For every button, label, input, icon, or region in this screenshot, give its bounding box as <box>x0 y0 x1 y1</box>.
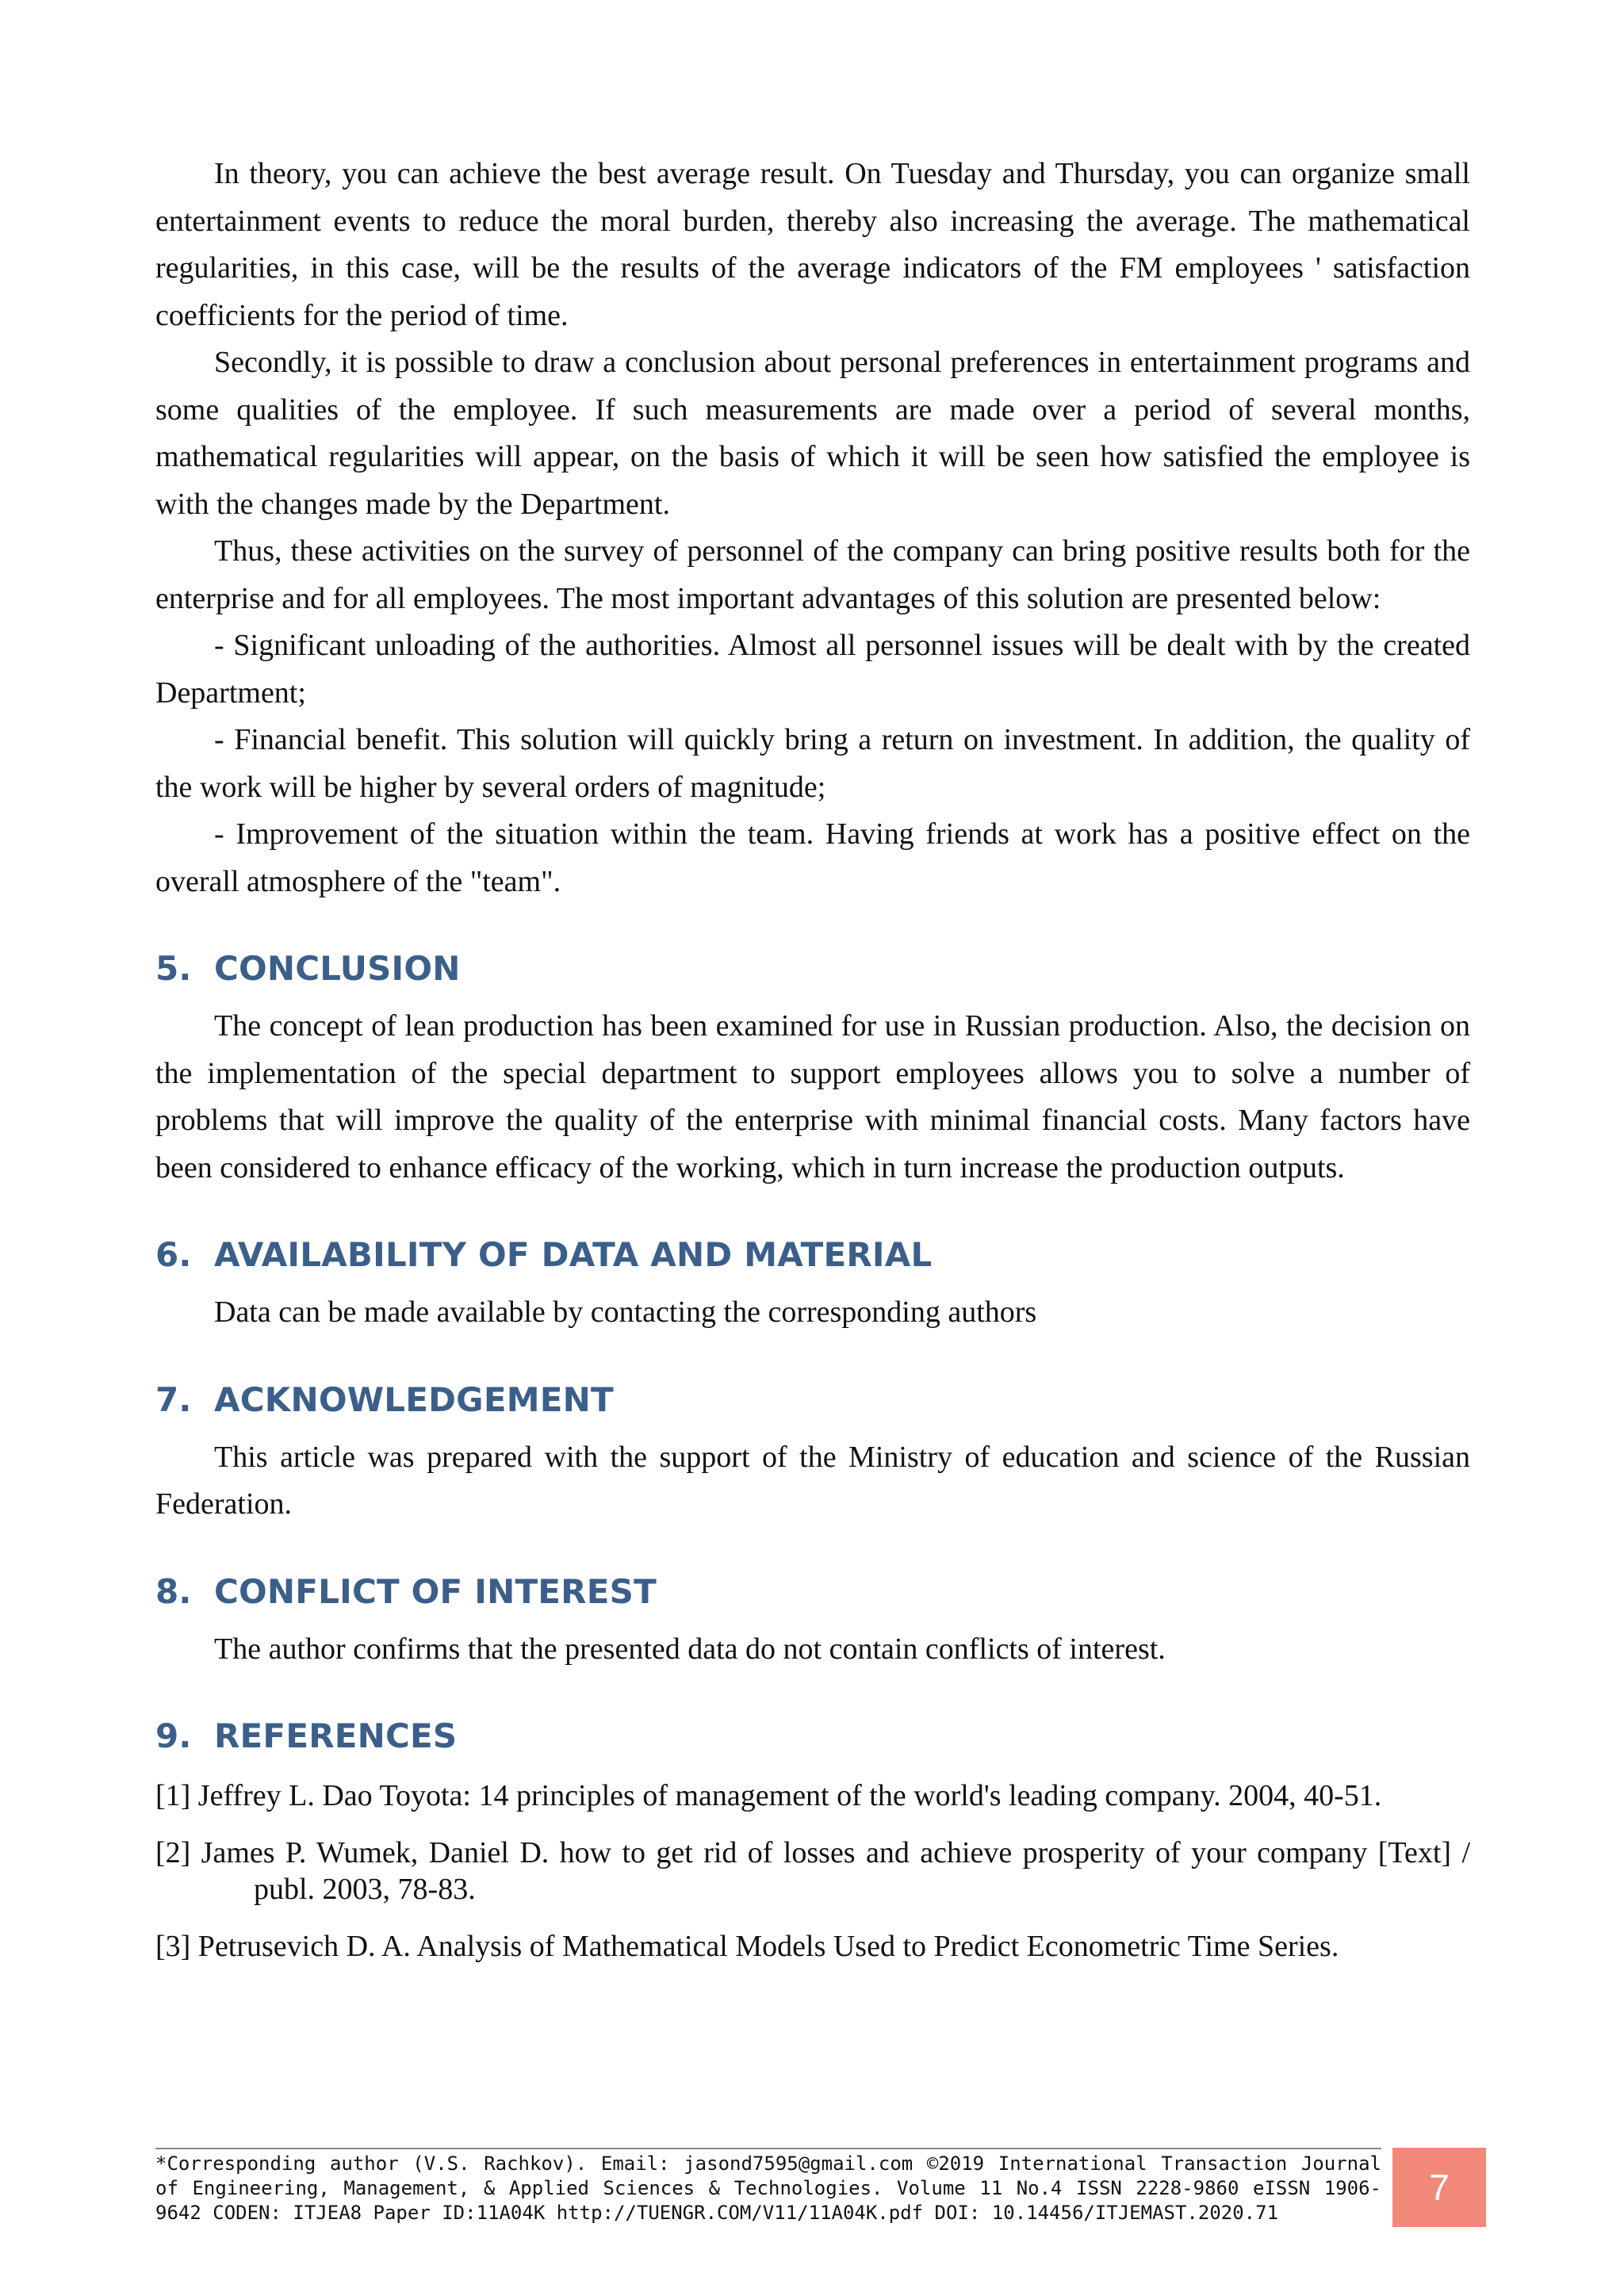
reference-item: [2] James P. Wumek, Daniel D. how to get rid of losses and achieve prosperity of your company [Text] / publ. 2003, 78-83. <box>155 1836 1470 1906</box>
section-heading-conflict <box>155 1568 1470 1616</box>
section-heading-references <box>155 1712 1470 1760</box>
reference-item: [1] Jeffrey L. Dao Toyota: 14 principles of management of the world's leading company. 2004, 40-51. <box>155 1779 1382 1812</box>
section-number: 5. <box>155 949 192 988</box>
section-title: CONFLICT OF INTEREST <box>214 1571 657 1611</box>
body-paragraph: Secondly, it is possible to draw a conclusion about personal preferences in entertainment programs and some qualities of the employee. If such measurements are made over a period of several months, mathematical regularities will appear, on the basis of which it will be seen how satisfied the employee is with the changes made by the Department. <box>155 346 1470 521</box>
section-number: 8. <box>155 1571 192 1611</box>
availability-text: Data can be made available by contacting the corresponding authors <box>214 1295 1037 1329</box>
body-paragraph: In theory, you can achieve the best average result. On Tuesday and Thursday, you can organize small entertainment events to reduce the moral burden, thereby also increasing the average. The mathematical regularities, in this case, will be the results of the average indicators of the FM employees ' satisfaction coefficients for the period of time. <box>155 157 1470 332</box>
section-heading-acknowledgement <box>155 1376 1470 1424</box>
section-title: ACKNOWLEDGEMENT <box>214 1380 614 1419</box>
conclusion-text: The concept of lean production has been examined for use in Russian production. Also, the decision on the implementation of the special department to support employees allows you to solve a number of problems that will improve the quality of the enterprise with minimal financial costs. Many factors have been considered to enhance efficacy of the working, which in turn increase the production outputs. <box>155 1009 1470 1184</box>
advantage-item: - Improvement of the situation within the team. Having friends at work has a positive effect on the overall atmosphere of the "team". <box>155 817 1470 898</box>
section-heading-conclusion <box>155 945 1470 993</box>
conflict-text: The author confirms that the presented data do not contain conflicts of interest. <box>214 1632 1166 1666</box>
page-number-badge: 7 <box>1392 2148 1486 2227</box>
section-title: CONCLUSION <box>214 949 461 988</box>
reference-item: [3] Petrusevich D. A. Analysis of Mathematical Models Used to Predict Econometric Time Series. <box>155 1930 1339 1963</box>
body-paragraph: Thus, these activities on the survey of personnel of the company can bring positive results both for the enterprise and for all employees. The most important advantages of this solution are presented below: <box>155 534 1470 615</box>
section-heading-availability <box>155 1231 1470 1279</box>
advantage-item: - Significant unloading of the authorities. Almost all personnel issues will be dealt with by the created Department; <box>155 629 1470 710</box>
section-number: 7. <box>155 1380 192 1419</box>
section-number: 9. <box>155 1716 192 1755</box>
section-title: AVAILABILITY OF DATA AND MATERIAL <box>214 1235 933 1274</box>
acknowledgement-text: This article was prepared with the support of the Ministry of education and science of the Russian Federation. <box>155 1440 1470 1521</box>
section-title: REFERENCES <box>214 1716 458 1755</box>
page-content <box>155 151 1470 1965</box>
advantage-item: - Financial benefit. This solution will quickly bring a return on investment. In addition, the quality of the work will be higher by several orders of magnitude; <box>155 723 1470 804</box>
footer-note: *Corresponding author (V.S. Rachkov). Email: jasond7595@gmail.com ©2019 International Transaction Journal of Engineering, Management, & Applied Sciences & Technologies. Volume 11 No.4 ISSN 2228-9860 eISSN 1906-9642 CODEN: ITJEA8 Paper ID:11A04K http://TUENGR.COM/V11/11A04K.pdf DOI: 10.14456/ITJEMAST.2020.71 <box>155 2148 1381 2225</box>
section-number: 6. <box>155 1235 192 1274</box>
